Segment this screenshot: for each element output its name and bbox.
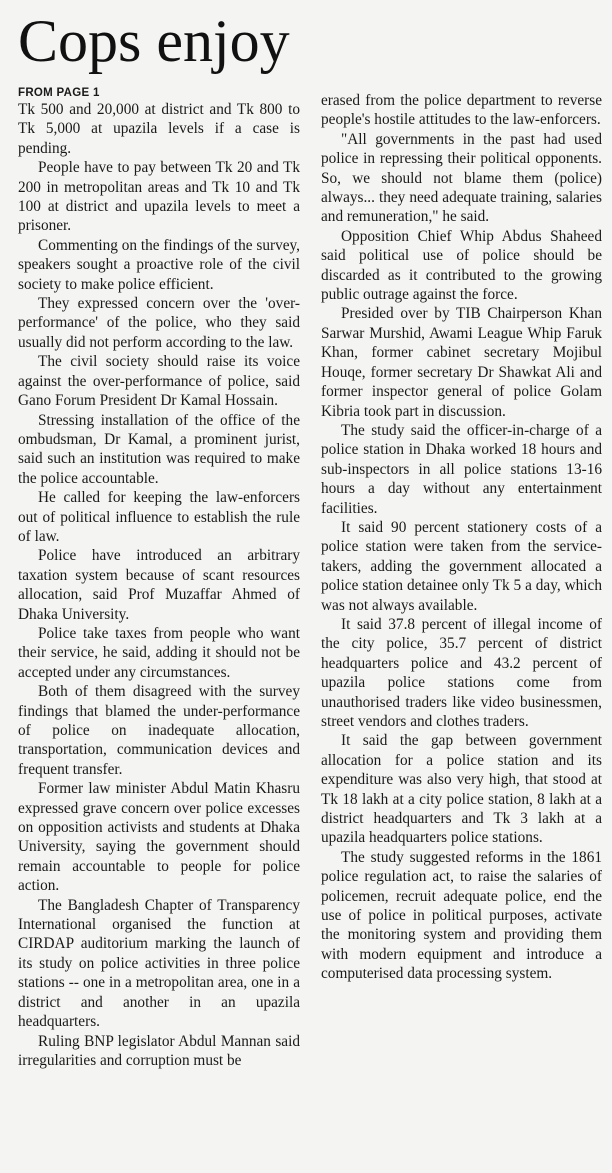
paragraph: The Bangladesh Chapter of Transparency International organised the function at CIRDAP auditorium marking the launch of its study on police activities in three police stations -- one in a metropolitan area, one in a district and another in an upazila headquarters. [18, 896, 300, 1031]
paragraph: Both of them disagreed with the survey findings that blamed the under-performance of police on inadequate allocation, transportation, communication devices and frequent transfer. [18, 683, 300, 778]
paragraph: It said 90 percent stationery costs of a police station were taken from the service-takers, adding the government allocated a police station detainee only Tk 5 a day, which was not always available. [321, 518, 602, 614]
paragraph: The civil society should raise its voice against the over-performance of police, said Gano Forum President Dr Kamal Hossain. [18, 353, 300, 410]
paragraph: Opposition Chief Whip Abdus Shaheed said political use of police should be discarded as it contributed to the growing public outrage against the force. [321, 227, 602, 304]
paragraph: It said 37.8 percent of illegal income of the city police, 35.7 percent of district headquarters police and 43.2 percent of upazila police stations come from unauthorised traders like video businessmen, street vendors and clothes traders. [321, 615, 602, 730]
right-column [321, 91, 602, 984]
paragraph: Ruling BNP legislator Abdul Mannan said irregularities and corruption must be [18, 1032, 300, 1069]
paragraph: It said the gap between government allocation for a police station and its expenditure was also very high, that stood at Tk 18 lakh at a city police station, 8 lakh at a district headquarters and Tk 3 lakh at a upazila headquarters police stations. [321, 732, 602, 847]
paragraph: Presided over by TIB Chairperson Khan Sarwar Murshid, Awami League Whip Faruk Khan, former cabinet secretary Mojibul Houqe, former secretary Dr Shawkat Ali and former inspector general of police Golam Kibria took part in discussion. [321, 305, 602, 420]
left-column [18, 86, 300, 1070]
paragraph: The study said the officer-in-charge of a police station in Dhaka worked 18 hours and sub-inspectors in all police stations 13-16 hours a day without any entertainment facilities. [321, 421, 602, 517]
paragraph: They expressed concern over the 'over-performance' of the police, who they said usually did not perform according to the law. [18, 295, 300, 351]
paragraph: "All governments in the past had used police in repressing their political opponents. So, we should not blame them (police) always... they need adequate training, salaries and remuneration," he said. [321, 130, 602, 226]
paragraph: The study suggested reforms in the 1861 police regulation act, to raise the salaries of policemen, recruit adequate police, end the use of police in political purposes, activate the monitoring system and providing them with modern equipment and introduce a computerised data processing system. [321, 848, 602, 983]
paragraph: Former law minister Abdul Matin Khasru expressed grave concern over police excesses on opposition activists and students at Dhaka University, saying the government should remain accountable to people for police action. [18, 780, 300, 895]
continuation-kicker: FROM PAGE 1 [18, 87, 100, 99]
paragraph: Police have introduced an arbitrary taxation system because of scant resources allocation, said Prof Muzaffar Ahmed of Dhaka University. [18, 547, 300, 623]
paragraph: Tk 500 and 20,000 at district and Tk 800 to Tk 5,000 at upazila levels if a case is pending. [18, 101, 300, 157]
paragraph: erased from the police department to reverse people's hostile attitudes to the law-enforcers. [321, 92, 602, 129]
paragraph: He called for keeping the law-enforcers out of political influence to establish the rule of law. [18, 489, 300, 545]
headline: Cops enjoy [18, 8, 290, 74]
paragraph: Stressing installation of the office of the ombudsman, Dr Kamal, a prominent jurist, said such an institution was required to make the police accountable. [18, 411, 300, 487]
paragraph: Commenting on the findings of the survey, speakers sought a proactive role of the civil society to make police efficient. [18, 236, 300, 293]
paragraph: Police take taxes from people who want their service, he said, adding it should not be accepted under any circumstances. [18, 624, 300, 681]
paragraph: People have to pay between Tk 20 and Tk 200 in metropolitan areas and Tk 10 and Tk 100 at district and upazila levels to meet a prisoner. [18, 159, 300, 235]
